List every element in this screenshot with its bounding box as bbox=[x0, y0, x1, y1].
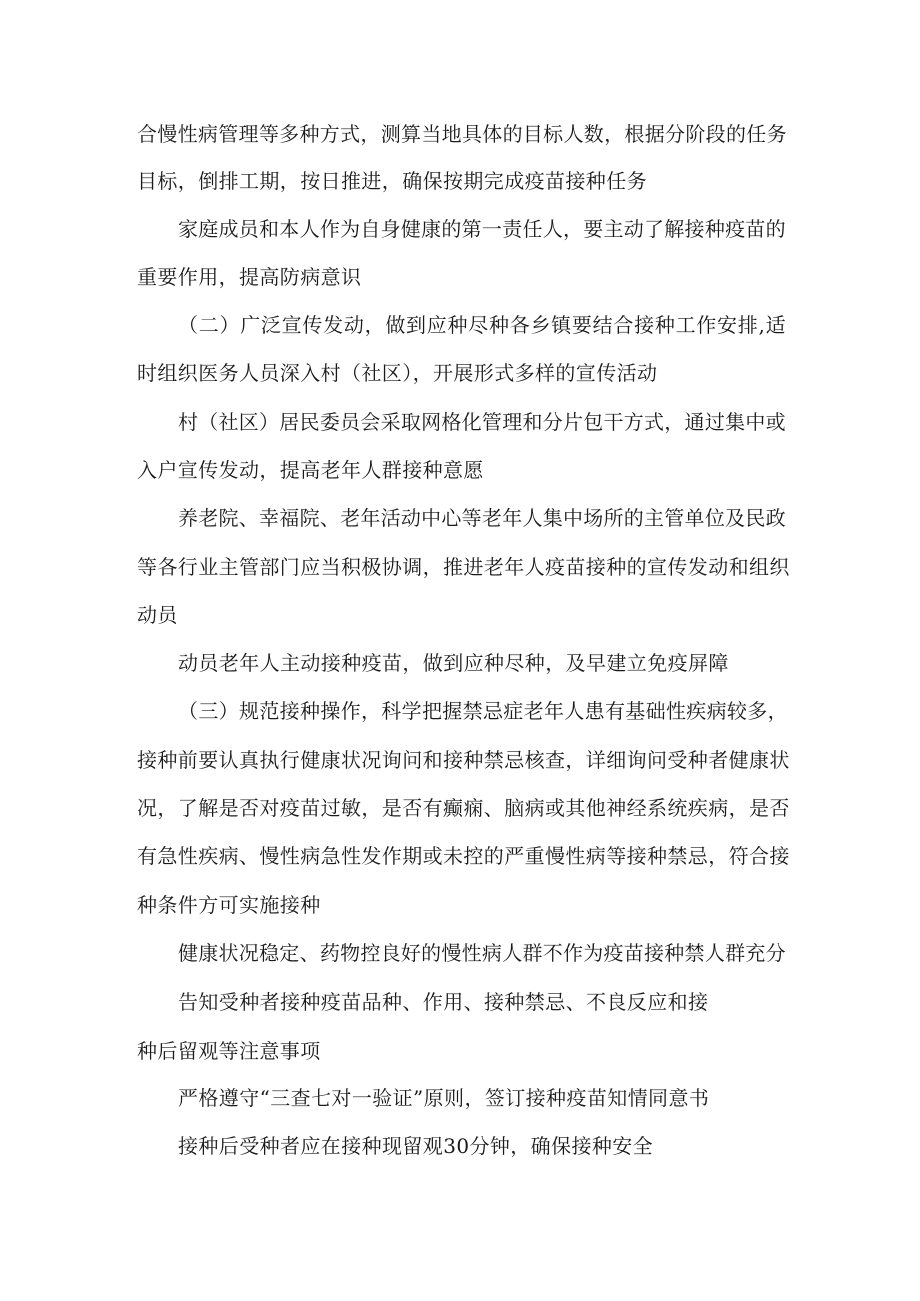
text-line: 严格遵守“三查七对一验证”原则，签订接种疫苗知情同意书 bbox=[178, 1086, 710, 1110]
text-line: 时组织医务人员深入村（社区），开展形式多样的宣传活动 bbox=[137, 361, 658, 385]
section-heading-2: （二）广泛宣传发动，做到应种尽种各乡镇要结合接种工作安排,适 bbox=[178, 313, 787, 337]
text-line: 接种后受种者应在接种现留观30分钟，确保接种安全 bbox=[178, 1134, 654, 1158]
text-line: 健康状况稳定、药物控良好的慢性病人群不作为疫苗接种禁人群充分 bbox=[178, 941, 786, 965]
text-line: 养老院、幸福院、老年活动中心等老年人集中场所的主管单位及民政 bbox=[178, 506, 786, 530]
text-line: 接种前要认真执行健康状况询问和接种禁忌核查，详细询问受种者健康状 bbox=[137, 748, 790, 772]
text-line: 动员老年人主动接种疫苗，做到应种尽种，及早建立免疫屏障 bbox=[178, 651, 729, 675]
text-line: 动员 bbox=[137, 603, 178, 627]
text-line: 目标，倒排工期，按日推进，确保按期完成疫苗接种任务 bbox=[137, 169, 647, 193]
section-heading-3: （三）规范接种操作，科学把握禁忌症老年人患有基础性疾病较多， bbox=[178, 699, 788, 723]
text-line: 种条件方可实施接种 bbox=[137, 893, 321, 917]
text-line: 村（社区）居民委员会采取网格化管理和分片包干方式，通过集中或 bbox=[178, 410, 786, 434]
text-line: 入户宣传发动，提高老年人群接种意愿 bbox=[137, 458, 484, 482]
text-line: 等各行业主管部门应当积极协调，推进老年人疫苗接种的宣传发动和组织 bbox=[137, 555, 790, 579]
text-line: 告知受种者接种疫苗品种、作用、接种禁忌、不良反应和接 bbox=[178, 990, 709, 1014]
text-line: 有急性疾病、慢性病急性发作期或未控的严重慢性病等接种禁忌，符合接 bbox=[137, 844, 790, 868]
text-line: 合慢性病管理等多种方式，测算当地具体的目标人数，根据分阶段的任务 bbox=[137, 122, 787, 146]
text-line: 家庭成员和本人作为自身健康的第一责任人，要主动了解接种疫苗的 bbox=[178, 217, 786, 241]
text-line: 况，了解是否对疫苗过敏，是否有癫痫、脑病或其他神经系统疾病，是否 bbox=[137, 796, 790, 820]
text-line: 种后留观等注意事项 bbox=[137, 1039, 321, 1063]
text-line: 重要作用，提高防病意识 bbox=[137, 265, 362, 289]
